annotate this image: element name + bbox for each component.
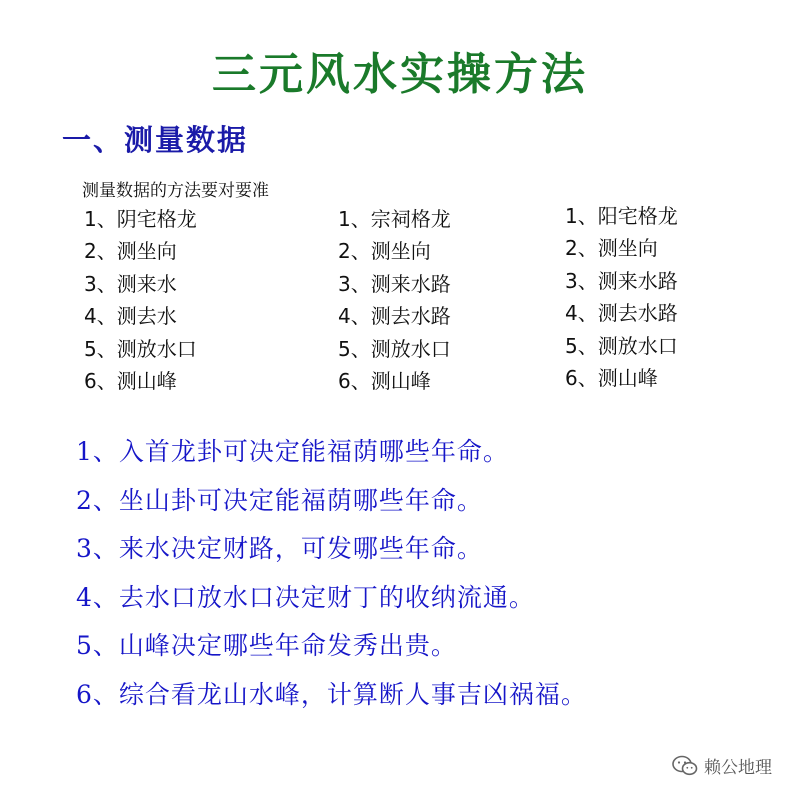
rules-list (76, 428, 587, 719)
rule-item: 6、综合看龙山水峰，计算断人事吉凶祸福。 (76, 679, 587, 709)
list-column-yangzhai (565, 200, 678, 394)
list-item: 1、宗祠格龙 (338, 207, 451, 231)
list-item: 2、测坐向 (565, 236, 658, 261)
page-title: 三元风水实操方法 (212, 49, 588, 100)
list-item: 2、测坐向 (338, 239, 431, 264)
intro-text: 测量数据的方法要对要准 (82, 181, 269, 201)
list-item: 6、测山峰 (84, 368, 177, 393)
list-column-yinzhai (84, 203, 197, 397)
watermark (672, 753, 772, 778)
list-item: 1、阳宅格龙 (565, 204, 678, 228)
list-item: 5、测放水口 (565, 333, 678, 358)
rule-item: 2、坐山卦可决定能福荫哪些年命。 (76, 485, 483, 515)
rule-item: 1、入首龙卦可决定能福荫哪些年命。 (76, 437, 509, 466)
watermark-text: 赖公地理 (704, 758, 772, 778)
rule-item: 3、来水决定财路，可发哪些年命。 (76, 534, 483, 563)
list-item: 3、测来水路 (338, 271, 451, 296)
wechat-icon (672, 755, 698, 777)
list-column-zongci (338, 203, 451, 397)
section-heading: 一、测量数据 (62, 123, 249, 157)
list-item: 6、测山峰 (338, 368, 431, 393)
list-item: 2、测坐向 (84, 239, 177, 264)
rule-item: 4、去水口放水口决定财丁的收纳流通。 (76, 582, 535, 612)
list-item: 4、测去水路 (338, 304, 451, 329)
list-item: 3、测来水 (84, 271, 177, 296)
list-item: 5、测放水口 (84, 336, 197, 361)
rule-item: 5、山峰决定哪些年命发秀出贵。 (76, 631, 457, 660)
list-item: 4、测去水 (84, 304, 177, 329)
list-item: 6、测山峰 (565, 365, 658, 390)
list-item: 1、阴宅格龙 (84, 207, 197, 231)
list-item: 5、测放水口 (338, 336, 451, 361)
list-item: 3、测来水路 (565, 268, 678, 293)
list-item: 4、测去水路 (565, 301, 678, 326)
